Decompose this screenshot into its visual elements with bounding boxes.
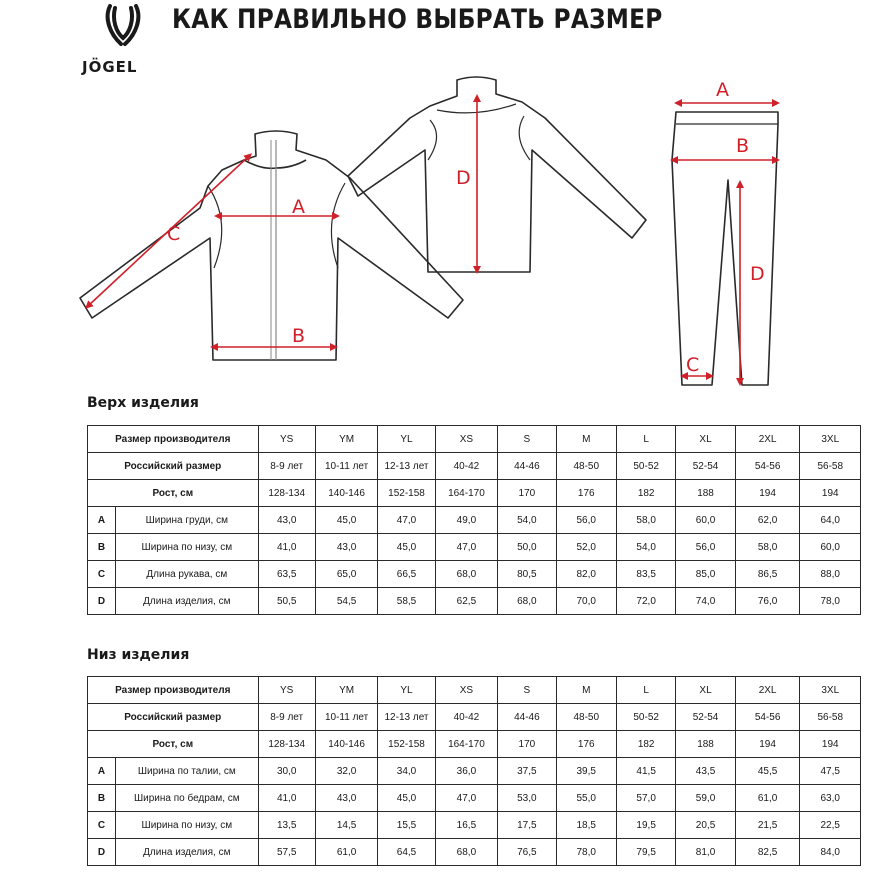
brand-wordmark: JÖGEL	[82, 58, 138, 76]
table-cell: 68,0	[498, 588, 556, 615]
table-row	[88, 785, 861, 812]
table-cell: 44-46	[498, 453, 556, 480]
table-row	[88, 561, 861, 588]
top-size-table	[87, 425, 861, 615]
table-cell: 182	[616, 480, 675, 507]
measure-c-label: C	[167, 223, 181, 245]
table-row	[88, 534, 861, 561]
russian-label: Российский размер	[88, 453, 259, 480]
row-letter: B	[88, 785, 116, 812]
table-cell: 66,5	[378, 561, 435, 588]
table-cell: 30,0	[258, 758, 315, 785]
table-cell: 79,5	[616, 839, 675, 866]
table-cell: 41,0	[258, 534, 315, 561]
size-cell: YS	[258, 426, 315, 453]
table-cell: 194	[800, 480, 861, 507]
table-cell: 22,5	[800, 812, 861, 839]
row-label: Длина рукава, см	[116, 561, 259, 588]
table-row-russian	[88, 453, 861, 480]
table-cell: 176	[556, 731, 616, 758]
table-cell: 48-50	[556, 704, 616, 731]
size-cell: M	[556, 426, 616, 453]
top-table-title: Верх изделия	[87, 395, 199, 411]
table-cell: 63,5	[258, 561, 315, 588]
table-cell: 55,0	[556, 785, 616, 812]
table-row	[88, 839, 861, 866]
table-cell: 64,5	[378, 839, 435, 866]
table-cell: 21,5	[735, 812, 800, 839]
table-cell: 54,0	[616, 534, 675, 561]
table-row	[88, 758, 861, 785]
table-row	[88, 507, 861, 534]
table-cell: 61,0	[735, 785, 800, 812]
table-cell: 59,0	[676, 785, 735, 812]
table-cell: 10-11 лет	[315, 704, 378, 731]
table-row-header	[88, 677, 861, 704]
table-cell: 16,5	[435, 812, 498, 839]
table-cell: 140-146	[315, 731, 378, 758]
table-cell: 56,0	[676, 534, 735, 561]
size-cell: YM	[315, 677, 378, 704]
table-cell: 45,0	[315, 507, 378, 534]
table-cell: 39,5	[556, 758, 616, 785]
garment-diagrams	[0, 0, 875, 395]
table-cell: 20,5	[676, 812, 735, 839]
pants-measure-a-label: A	[716, 79, 729, 101]
table-cell: 14,5	[315, 812, 378, 839]
row-letter: D	[88, 588, 116, 615]
header-label: Размер производителя	[88, 677, 259, 704]
measure-d-label: D	[456, 167, 471, 189]
table-row-height	[88, 480, 861, 507]
size-cell: S	[498, 426, 556, 453]
pants-diagram	[672, 112, 778, 385]
table-cell: 86,5	[735, 561, 800, 588]
table-cell: 52-54	[676, 704, 735, 731]
table-cell: 194	[735, 480, 800, 507]
table-cell: 50,0	[498, 534, 556, 561]
size-cell: YS	[258, 677, 315, 704]
table-cell: 80,5	[498, 561, 556, 588]
size-cell: 2XL	[735, 677, 800, 704]
row-label: Ширина по низу, см	[116, 812, 259, 839]
size-cell: L	[616, 426, 675, 453]
table-cell: 54-56	[735, 704, 800, 731]
table-cell: 72,0	[616, 588, 675, 615]
table-cell: 170	[498, 731, 556, 758]
pants-measure-c-label: C	[686, 354, 700, 376]
table-cell: 8-9 лет	[258, 453, 315, 480]
table-cell: 194	[735, 731, 800, 758]
table-cell: 78,0	[800, 588, 861, 615]
row-label: Ширина груди, см	[116, 507, 259, 534]
row-letter: B	[88, 534, 116, 561]
table-cell: 128-134	[258, 480, 315, 507]
table-cell: 68,0	[435, 839, 498, 866]
table-cell: 188	[676, 480, 735, 507]
table-cell: 52-54	[676, 453, 735, 480]
table-cell: 194	[800, 731, 861, 758]
table-cell: 8-9 лет	[258, 704, 315, 731]
pants-measure-d-label: D	[750, 263, 765, 285]
table-cell: 128-134	[258, 731, 315, 758]
table-cell: 85,0	[676, 561, 735, 588]
height-label: Рост, см	[88, 480, 259, 507]
row-label: Длина изделия, см	[116, 588, 259, 615]
table-cell: 82,0	[556, 561, 616, 588]
table-row-height	[88, 731, 861, 758]
table-cell: 60,0	[800, 534, 861, 561]
table-cell: 62,0	[735, 507, 800, 534]
table-cell: 43,5	[676, 758, 735, 785]
table-row-russian	[88, 704, 861, 731]
table-cell: 170	[498, 480, 556, 507]
table-cell: 58,5	[378, 588, 435, 615]
table-cell: 36,0	[435, 758, 498, 785]
table-cell: 43,0	[315, 785, 378, 812]
table-cell: 54-56	[735, 453, 800, 480]
table-cell: 58,0	[616, 507, 675, 534]
size-cell: 2XL	[735, 426, 800, 453]
table-cell: 164-170	[435, 731, 498, 758]
table-cell: 47,0	[435, 534, 498, 561]
pants-measure-b-label: B	[736, 135, 750, 157]
table-cell: 45,5	[735, 758, 800, 785]
size-cell: XS	[435, 677, 498, 704]
table-cell: 50-52	[616, 453, 675, 480]
table-cell: 74,0	[676, 588, 735, 615]
table-cell: 76,0	[735, 588, 800, 615]
table-cell: 43,0	[258, 507, 315, 534]
table-cell: 182	[616, 731, 675, 758]
size-cell: YL	[378, 426, 435, 453]
size-cell: XS	[435, 426, 498, 453]
table-cell: 57,5	[258, 839, 315, 866]
table-cell: 19,5	[616, 812, 675, 839]
table-cell: 12-13 лет	[378, 453, 435, 480]
table-cell: 164-170	[435, 480, 498, 507]
height-label: Рост, см	[88, 731, 259, 758]
russian-label: Российский размер	[88, 704, 259, 731]
pants-measures	[674, 103, 776, 382]
table-row-header	[88, 426, 861, 453]
table-cell: 62,5	[435, 588, 498, 615]
table-cell: 48-50	[556, 453, 616, 480]
table-cell: 61,0	[315, 839, 378, 866]
table-cell: 41,5	[616, 758, 675, 785]
size-cell: XL	[676, 677, 735, 704]
size-cell: YL	[378, 677, 435, 704]
table-cell: 47,5	[800, 758, 861, 785]
table-cell: 43,0	[315, 534, 378, 561]
table-cell: 152-158	[378, 731, 435, 758]
row-letter: C	[88, 812, 116, 839]
table-cell: 76,5	[498, 839, 556, 866]
size-cell: L	[616, 677, 675, 704]
size-cell: 3XL	[800, 677, 861, 704]
table-cell: 78,0	[556, 839, 616, 866]
table-cell: 56,0	[556, 507, 616, 534]
table-cell: 34,0	[378, 758, 435, 785]
jacket-back-diagram	[348, 77, 646, 272]
table-cell: 176	[556, 480, 616, 507]
row-letter: D	[88, 839, 116, 866]
row-label: Ширина по бедрам, см	[116, 785, 259, 812]
table-cell: 83,5	[616, 561, 675, 588]
bottom-size-table	[87, 676, 861, 866]
table-cell: 41,0	[258, 785, 315, 812]
table-cell: 58,0	[735, 534, 800, 561]
size-cell: XL	[676, 426, 735, 453]
table-cell: 49,0	[435, 507, 498, 534]
table-cell: 50-52	[616, 704, 675, 731]
table-cell: 47,0	[435, 785, 498, 812]
row-label: Длина изделия, см	[116, 839, 259, 866]
table-cell: 56-58	[800, 453, 861, 480]
table-cell: 68,0	[435, 561, 498, 588]
page-title: КАК ПРАВИЛЬНО ВЫБРАТЬ РАЗМЕР	[172, 4, 663, 35]
table-cell: 37,5	[498, 758, 556, 785]
jacket-front-diagram	[80, 131, 463, 360]
row-letter: C	[88, 561, 116, 588]
table-cell: 56-58	[800, 704, 861, 731]
table-cell: 40-42	[435, 453, 498, 480]
table-cell: 52,0	[556, 534, 616, 561]
table-cell: 15,5	[378, 812, 435, 839]
size-cell: YM	[315, 426, 378, 453]
table-row	[88, 588, 861, 615]
measure-b-label: B	[292, 325, 306, 347]
table-cell: 50,5	[258, 588, 315, 615]
size-cell: 3XL	[800, 426, 861, 453]
table-cell: 70,0	[556, 588, 616, 615]
table-cell: 65,0	[315, 561, 378, 588]
row-label: Ширина по низу, см	[116, 534, 259, 561]
table-cell: 45,0	[378, 785, 435, 812]
row-letter: A	[88, 758, 116, 785]
table-cell: 32,0	[315, 758, 378, 785]
table-cell: 152-158	[378, 480, 435, 507]
table-cell: 140-146	[315, 480, 378, 507]
table-cell: 88,0	[800, 561, 861, 588]
measure-a-label: A	[292, 196, 305, 218]
table-cell: 57,0	[616, 785, 675, 812]
table-cell: 10-11 лет	[315, 453, 378, 480]
table-cell: 188	[676, 731, 735, 758]
table-cell: 47,0	[378, 507, 435, 534]
table-cell: 60,0	[676, 507, 735, 534]
size-cell: S	[498, 677, 556, 704]
header-label: Размер производителя	[88, 426, 259, 453]
table-cell: 12-13 лет	[378, 704, 435, 731]
table-cell: 63,0	[800, 785, 861, 812]
table-cell: 40-42	[435, 704, 498, 731]
size-cell: M	[556, 677, 616, 704]
table-cell: 84,0	[800, 839, 861, 866]
row-label: Ширина по талии, см	[116, 758, 259, 785]
table-cell: 81,0	[676, 839, 735, 866]
bottom-table-title: Низ изделия	[87, 647, 190, 663]
table-cell: 53,0	[498, 785, 556, 812]
row-letter: A	[88, 507, 116, 534]
table-cell: 54,5	[315, 588, 378, 615]
table-cell: 82,5	[735, 839, 800, 866]
table-row	[88, 812, 861, 839]
table-cell: 54,0	[498, 507, 556, 534]
table-cell: 45,0	[378, 534, 435, 561]
table-cell: 18,5	[556, 812, 616, 839]
table-cell: 17,5	[498, 812, 556, 839]
table-cell: 44-46	[498, 704, 556, 731]
table-cell: 64,0	[800, 507, 861, 534]
table-cell: 13,5	[258, 812, 315, 839]
